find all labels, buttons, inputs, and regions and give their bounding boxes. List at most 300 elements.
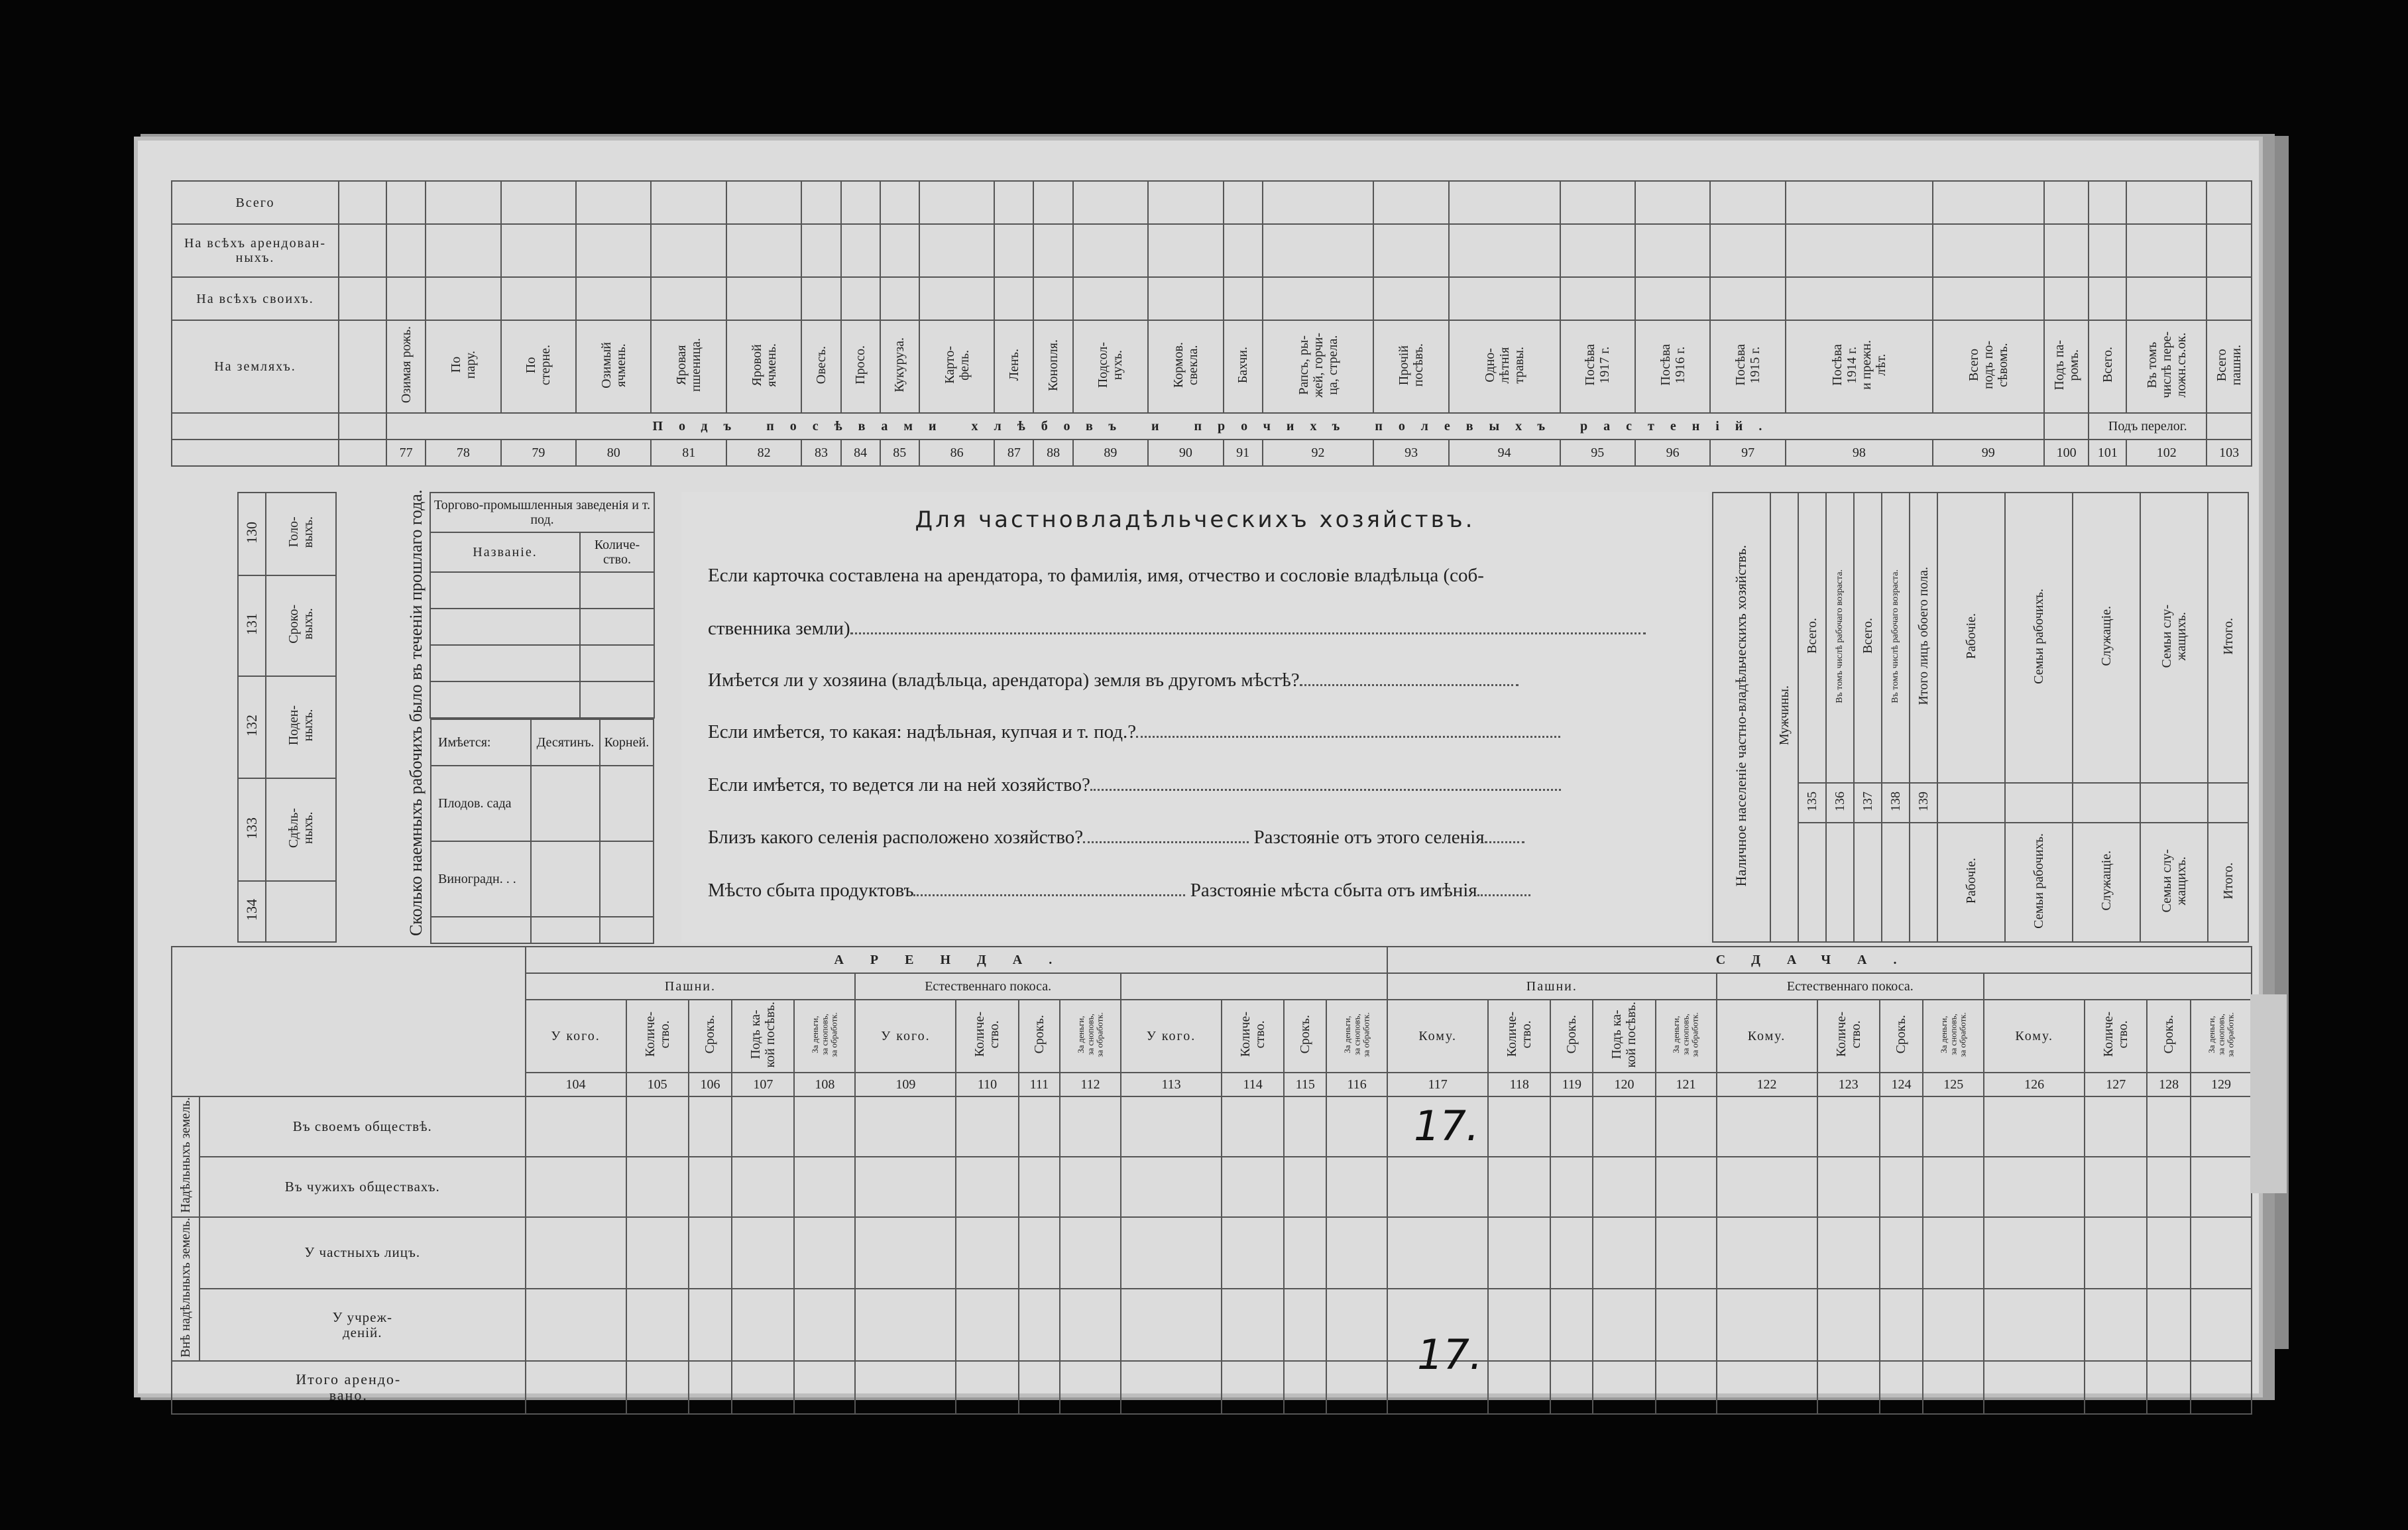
top-data-cell[interactable] <box>1449 277 1560 320</box>
arenda-data-cell[interactable] <box>2191 1217 2252 1289</box>
top-data-cell[interactable] <box>1933 224 2044 277</box>
pop-cell[interactable] <box>2208 783 2248 823</box>
trade-cell[interactable] <box>430 609 580 645</box>
arenda-data-cell[interactable] <box>732 1096 794 1157</box>
top-data-cell[interactable] <box>2089 224 2126 277</box>
plod-dess-cell[interactable] <box>531 766 600 841</box>
torn-paper-edge <box>2250 994 2287 1193</box>
top-data-cell[interactable] <box>2207 277 2252 320</box>
top-data-cell[interactable] <box>2207 224 2252 277</box>
arenda-data-cell[interactable] <box>689 1096 732 1157</box>
arenda-data-cell[interactable] <box>1326 1361 1387 1414</box>
arenda-data-cell[interactable] <box>1060 1289 1121 1361</box>
pop-cell[interactable] <box>2073 783 2140 823</box>
arenda-data-cell[interactable] <box>956 1157 1018 1217</box>
arenda-data-cell[interactable] <box>732 1289 794 1361</box>
vin-dess-cell[interactable] <box>531 841 600 917</box>
arenda-data-cell[interactable] <box>1019 1289 1060 1361</box>
arenda-data-cell[interactable] <box>1019 1096 1060 1157</box>
top-data-cell[interactable] <box>1373 224 1448 277</box>
top-data-cell[interactable] <box>1560 224 1635 277</box>
top-data-cell[interactable] <box>994 277 1033 320</box>
answer-farming[interactable] <box>1090 789 1561 791</box>
arenda-data-cell[interactable] <box>1593 1217 1655 1289</box>
top-data-cell[interactable] <box>919 181 994 224</box>
top-data-cell[interactable] <box>1933 181 2044 224</box>
bottom-col-header: Срокъ. <box>1880 1000 1923 1073</box>
top-data-cell[interactable] <box>651 277 726 320</box>
crop-header: Ленъ. <box>994 320 1033 413</box>
arenda-data-cell[interactable] <box>1284 1361 1326 1414</box>
arenda-data-cell[interactable] <box>1984 1289 2085 1361</box>
arenda-data-cell[interactable] <box>956 1217 1018 1289</box>
trade-cell[interactable] <box>580 572 654 609</box>
top-data-cell[interactable] <box>1263 277 1374 320</box>
top-data-cell[interactable] <box>2044 277 2089 320</box>
top-data-cell[interactable] <box>1933 277 2044 320</box>
arenda-data-cell[interactable] <box>526 1096 626 1157</box>
arenda-data-cell[interactable] <box>1717 1096 1817 1157</box>
top-data-cell[interactable] <box>426 277 500 320</box>
top-data-cell[interactable] <box>1373 277 1448 320</box>
arenda-data-cell[interactable] <box>1222 1289 1284 1361</box>
total-both-sexes-label: Итого лицъ обоего пола. <box>1916 567 1931 705</box>
arenda-data-cell[interactable] <box>2085 1289 2147 1361</box>
pop-cell[interactable] <box>1854 823 1882 942</box>
col-num-136: 136 <box>1833 791 1847 811</box>
top-data-cell[interactable] <box>726 224 801 277</box>
arenda-data-cell[interactable] <box>1284 1096 1326 1157</box>
arenda-data-cell[interactable] <box>1060 1096 1121 1157</box>
arenda-data-cell[interactable] <box>526 1289 626 1361</box>
top-data-cell[interactable] <box>726 277 801 320</box>
top-data-cell[interactable] <box>1148 277 1223 320</box>
arenda-data-cell[interactable] <box>526 1361 626 1414</box>
arenda-data-cell[interactable] <box>2191 1361 2252 1414</box>
arenda-data-cell[interactable] <box>1656 1157 1717 1217</box>
col-num-135: 135 <box>1805 791 1819 811</box>
arenda-data-cell[interactable] <box>1060 1361 1121 1414</box>
top-data-cell[interactable] <box>1033 224 1072 277</box>
top-data-cell[interactable] <box>841 224 880 277</box>
worker-col-number: 130 <box>243 521 260 544</box>
answer-owner[interactable] <box>850 632 1646 634</box>
column-number: 111 <box>1019 1073 1060 1096</box>
top-data-cell[interactable] <box>1560 181 1635 224</box>
arenda-data-cell[interactable] <box>1222 1157 1284 1217</box>
column-number: 116 <box>1326 1073 1387 1096</box>
arenda-data-cell[interactable] <box>626 1289 689 1361</box>
top-data-cell[interactable] <box>1073 277 1148 320</box>
arenda-data-cell[interactable] <box>1817 1361 1880 1414</box>
arenda-data-cell[interactable] <box>1019 1217 1060 1289</box>
top-data-cell[interactable] <box>994 224 1033 277</box>
top-data-cell[interactable] <box>1224 277 1263 320</box>
arenda-data-cell[interactable] <box>1222 1361 1284 1414</box>
arenda-data-cell[interactable] <box>1923 1157 1984 1217</box>
top-data-cell[interactable] <box>651 224 726 277</box>
bottom-col-header: Кому. <box>1387 1000 1488 1073</box>
arenda-data-cell[interactable] <box>1817 1157 1880 1217</box>
arenda-data-cell[interactable] <box>1593 1361 1655 1414</box>
bottom-col-header: Количе- ство. <box>1817 1000 1880 1073</box>
top-data-cell[interactable] <box>2126 277 2207 320</box>
column-number: 86 <box>919 440 994 466</box>
sluzhashchie-label: Служащіе. <box>2099 606 2114 666</box>
arenda-data-cell[interactable] <box>1121 1289 1222 1361</box>
arenda-data-cell[interactable] <box>1984 1157 2085 1217</box>
top-data-cell[interactable] <box>1449 181 1560 224</box>
top-data-cell[interactable] <box>1263 181 1374 224</box>
handwritten-mark-row1: 17. <box>1414 1102 1479 1150</box>
answer-village-distance[interactable] <box>1485 841 1524 843</box>
answer-land-type[interactable] <box>1136 736 1560 738</box>
arenda-data-cell[interactable] <box>1880 1096 1923 1157</box>
arenda-data-cell[interactable] <box>1488 1157 1550 1217</box>
arenda-data-cell[interactable] <box>1060 1217 1121 1289</box>
arenda-data-cell[interactable] <box>956 1361 1018 1414</box>
crop-header: Бахчи. <box>1224 320 1263 413</box>
arenda-data-cell[interactable] <box>1222 1217 1284 1289</box>
top-data-cell[interactable] <box>426 224 500 277</box>
arenda-data-cell[interactable] <box>1387 1157 1488 1217</box>
answer-other-land[interactable] <box>1300 684 1519 686</box>
hired-workers-table <box>237 492 337 943</box>
top-data-cell[interactable] <box>1710 224 1785 277</box>
top-data-cell[interactable] <box>1224 181 1263 224</box>
top-data-cell[interactable] <box>801 224 840 277</box>
arenda-data-cell[interactable] <box>1550 1096 1593 1157</box>
arenda-data-cell[interactable] <box>2147 1361 2191 1414</box>
col-num-137: 137 <box>1861 791 1875 811</box>
top-data-cell[interactable] <box>726 181 801 224</box>
top-data-cell[interactable] <box>1635 224 1710 277</box>
arenda-data-cell[interactable] <box>794 1361 855 1414</box>
column-number: 126 <box>1984 1073 2085 1096</box>
imeetsya-label: Имѣется: <box>431 719 531 766</box>
arenda-data-cell[interactable] <box>1488 1289 1550 1361</box>
arenda-data-cell[interactable] <box>1656 1217 1717 1289</box>
arenda-data-cell[interactable] <box>2191 1096 2252 1157</box>
top-row-label: На всѣхъ своихъ. <box>172 277 339 320</box>
top-data-cell[interactable] <box>1033 181 1072 224</box>
q-owner-line2: ственника земли) <box>708 618 1646 640</box>
arenda-data-cell[interactable] <box>689 1361 732 1414</box>
column-number: 99 <box>1933 440 2044 466</box>
arenda-data-cell[interactable] <box>1019 1361 1060 1414</box>
pop-cell[interactable] <box>2005 783 2073 823</box>
arenda-data-cell[interactable] <box>1717 1361 1817 1414</box>
top-data-cell[interactable] <box>2089 277 2126 320</box>
top-data-cell[interactable] <box>880 181 919 224</box>
arenda-data-cell[interactable] <box>1923 1361 1984 1414</box>
trade-cell[interactable] <box>580 645 654 681</box>
column-number: 127 <box>2085 1073 2147 1096</box>
arenda-data-cell[interactable] <box>956 1096 1018 1157</box>
arenda-data-cell[interactable] <box>855 1361 956 1414</box>
q-land-type: Если имѣется, то какая: надѣльная, купчая и т. под.? <box>708 721 1560 743</box>
trade-cell[interactable] <box>430 645 580 681</box>
column-number: 81 <box>651 440 726 466</box>
arenda-data-cell[interactable] <box>1817 1096 1880 1157</box>
arenda-data-cell[interactable] <box>2147 1217 2191 1289</box>
arenda-data-cell[interactable] <box>1488 1361 1550 1414</box>
column-number: 88 <box>1033 440 1072 466</box>
arenda-data-cell[interactable] <box>1488 1096 1550 1157</box>
arenda-data-cell[interactable] <box>2085 1217 2147 1289</box>
trade-cell[interactable] <box>580 681 654 718</box>
arenda-data-cell[interactable] <box>1060 1157 1121 1217</box>
arenda-data-cell[interactable] <box>1880 1289 1923 1361</box>
top-data-cell[interactable] <box>1148 224 1223 277</box>
top-data-cell[interactable] <box>2044 224 2089 277</box>
arenda-data-cell[interactable] <box>2191 1157 2252 1217</box>
q-market: Мѣсто сбыта продуктовъ Разстояніе мѣста сбыта отъ имѣнія <box>708 880 1530 902</box>
arenda-data-cell[interactable] <box>1717 1217 1817 1289</box>
arenda-data-cell[interactable] <box>626 1361 689 1414</box>
arenda-data-cell[interactable] <box>1019 1157 1060 1217</box>
arenda-data-cell[interactable] <box>1880 1157 1923 1217</box>
pop-cell[interactable] <box>1798 823 1826 942</box>
top-data-cell[interactable] <box>386 277 426 320</box>
arenda-data-cell[interactable] <box>1656 1096 1717 1157</box>
top-data-cell[interactable] <box>386 224 426 277</box>
top-data-cell[interactable] <box>1033 277 1072 320</box>
itogo-label-bottom: Итого. <box>2220 862 2236 900</box>
column-number: 121 <box>1656 1073 1717 1096</box>
column-number: 113 <box>1121 1073 1222 1096</box>
crop-header: Озимая рожь. <box>386 320 426 413</box>
arenda-data-cell[interactable] <box>1326 1157 1387 1217</box>
top-data-cell[interactable] <box>426 181 500 224</box>
arenda-data-cell[interactable] <box>626 1157 689 1217</box>
top-data-cell[interactable] <box>1373 181 1448 224</box>
crop-header: Прочій посѣвъ. <box>1373 320 1448 413</box>
top-data-cell[interactable] <box>576 181 651 224</box>
answer-near-village[interactable] <box>1083 841 1249 843</box>
top-data-cell[interactable] <box>501 277 576 320</box>
arenda-data-cell[interactable] <box>689 1289 732 1361</box>
arenda-data-cell[interactable] <box>732 1157 794 1217</box>
arenda-data-cell[interactable] <box>626 1096 689 1157</box>
arenda-data-cell[interactable] <box>1284 1157 1326 1217</box>
arenda-data-cell[interactable] <box>1817 1289 1880 1361</box>
arenda-data-cell[interactable] <box>855 1096 956 1157</box>
top-data-cell[interactable] <box>2089 181 2126 224</box>
vin-korn-cell[interactable] <box>600 841 654 917</box>
top-data-cell[interactable] <box>1635 277 1710 320</box>
arenda-data-cell[interactable] <box>2147 1157 2191 1217</box>
pop-cell[interactable] <box>1910 823 1937 942</box>
arenda-data-cell[interactable] <box>1880 1217 1923 1289</box>
arenda-data-cell[interactable] <box>732 1361 794 1414</box>
column-number: 84 <box>841 440 880 466</box>
column-number: 89 <box>1073 440 1148 466</box>
top-data-cell[interactable] <box>1073 181 1148 224</box>
pop-cell[interactable] <box>1937 783 2005 823</box>
arenda-data-cell[interactable] <box>956 1289 1018 1361</box>
arenda-data-cell[interactable] <box>794 1289 855 1361</box>
arenda-data-cell[interactable] <box>2147 1289 2191 1361</box>
pop-cell[interactable] <box>1826 823 1854 942</box>
arenda-data-cell[interactable] <box>1923 1096 1984 1157</box>
arenda-data-cell[interactable] <box>2085 1157 2147 1217</box>
itogo-arendovano-label: Итого арендо- вано. <box>172 1361 526 1414</box>
top-data-cell[interactable] <box>1560 277 1635 320</box>
top-data-cell[interactable] <box>1148 181 1223 224</box>
top-data-cell[interactable] <box>1224 224 1263 277</box>
top-data-cell[interactable] <box>386 181 426 224</box>
top-data-cell[interactable] <box>2207 181 2252 224</box>
top-data-cell[interactable] <box>880 277 919 320</box>
arenda-data-cell[interactable] <box>526 1157 626 1217</box>
arenda-data-cell[interactable] <box>1121 1361 1222 1414</box>
worker-col-number: 132 <box>243 714 260 736</box>
top-data-cell[interactable] <box>1786 224 1933 277</box>
column-number: 96 <box>1635 440 1710 466</box>
column-number: 106 <box>689 1073 732 1096</box>
bottom-col-header: Подъ ка- кой посѣвъ. <box>1593 1000 1655 1073</box>
q-owner-line1: Если карточка составлена на арендатора, то фамилія, имя, отчество и сословіе владѣльца (соб- <box>708 565 1484 586</box>
top-data-cell[interactable] <box>576 277 651 320</box>
top-data-cell[interactable] <box>651 181 726 224</box>
arenda-data-cell[interactable] <box>732 1217 794 1289</box>
arenda-data-cell[interactable] <box>1550 1289 1593 1361</box>
bottom-col-header: За деньги, за сноповъ, за обработк. <box>1326 1000 1387 1073</box>
semi-rabochih-label: Семьи рабочихъ. <box>2032 588 2046 684</box>
crop-header: Подъ па- ромъ. <box>2044 320 2089 413</box>
arenda-data-cell[interactable] <box>1656 1361 1717 1414</box>
top-data-cell[interactable] <box>1073 224 1148 277</box>
top-data-cell[interactable] <box>841 277 880 320</box>
trade-title: Торгово-промышленныя заведенія и т. под. <box>430 493 654 532</box>
trade-cell[interactable] <box>430 681 580 718</box>
arenda-data-cell[interactable] <box>1284 1289 1326 1361</box>
top-data-cell[interactable] <box>919 277 994 320</box>
arenda-data-cell[interactable] <box>855 1157 956 1217</box>
crop-header: Въ томъ числѣ пере- ложн.съ.ок. <box>2126 320 2207 413</box>
arenda-data-cell[interactable] <box>1656 1289 1717 1361</box>
arenda-data-cell[interactable] <box>1984 1217 2085 1289</box>
arenda-data-cell[interactable] <box>1593 1096 1655 1157</box>
arenda-data-cell[interactable] <box>855 1289 956 1361</box>
arenda-data-cell[interactable] <box>1222 1096 1284 1157</box>
answer-market-distance[interactable] <box>1477 894 1530 896</box>
arenda-data-cell[interactable] <box>526 1217 626 1289</box>
arenda-data-cell[interactable] <box>2191 1289 2252 1361</box>
arenda-data-cell[interactable] <box>1326 1096 1387 1157</box>
arenda-data-cell[interactable] <box>1880 1361 1923 1414</box>
arenda-data-cell[interactable] <box>2147 1096 2191 1157</box>
men-total-label: Всего. <box>1805 618 1819 654</box>
crop-header: Кукуруза. <box>880 320 919 413</box>
arenda-data-cell[interactable] <box>1550 1217 1593 1289</box>
arenda-data-cell[interactable] <box>855 1217 956 1289</box>
arenda-data-cell[interactable] <box>689 1157 732 1217</box>
trade-cell[interactable] <box>580 609 654 645</box>
top-data-cell[interactable] <box>880 224 919 277</box>
arenda-data-cell[interactable] <box>1593 1289 1655 1361</box>
arenda-row-label: У частныхъ лицъ. <box>200 1217 526 1289</box>
arenda-data-cell[interactable] <box>1923 1289 1984 1361</box>
arenda-data-cell[interactable] <box>2085 1361 2147 1414</box>
arenda-data-cell[interactable] <box>1717 1289 1817 1361</box>
arenda-data-cell[interactable] <box>1550 1361 1593 1414</box>
arenda-data-cell[interactable] <box>794 1157 855 1217</box>
top-data-cell[interactable] <box>801 277 840 320</box>
top-row-label: На всѣхъ арендован- ныхъ. <box>172 224 339 277</box>
arenda-data-cell[interactable] <box>1326 1289 1387 1361</box>
arenda-data-cell[interactable] <box>1121 1157 1222 1217</box>
top-data-cell[interactable] <box>919 224 994 277</box>
top-crops-table <box>171 180 2252 467</box>
crop-header: По стерне. <box>501 320 576 413</box>
top-data-cell[interactable] <box>1710 277 1785 320</box>
column-number: 82 <box>726 440 801 466</box>
crop-header: Посѣва 1914 г. и прежн. лѣт. <box>1786 320 1933 413</box>
arenda-data-cell[interactable] <box>1326 1217 1387 1289</box>
arenda-data-cell[interactable] <box>689 1217 732 1289</box>
top-data-cell[interactable] <box>1786 277 1933 320</box>
arenda-row-label: Въ чужихъ обществахъ. <box>200 1157 526 1217</box>
group-nadel-label: Надѣльныхъ земель. <box>178 1097 193 1213</box>
pop-cell[interactable] <box>2140 783 2208 823</box>
arenda-data-cell[interactable] <box>1923 1217 1984 1289</box>
top-data-cell[interactable] <box>994 181 1033 224</box>
top-data-cell[interactable] <box>501 224 576 277</box>
answer-market[interactable] <box>913 894 1185 896</box>
top-data-cell[interactable] <box>1263 224 1374 277</box>
pop-cell[interactable] <box>1882 823 1910 942</box>
top-data-cell[interactable] <box>501 181 576 224</box>
plod-korn-cell[interactable] <box>600 766 654 841</box>
arenda-data-cell[interactable] <box>2085 1096 2147 1157</box>
arenda-data-cell[interactable] <box>1717 1157 1817 1217</box>
trade-cell[interactable] <box>430 572 580 609</box>
top-data-cell[interactable] <box>1635 181 1710 224</box>
top-data-cell[interactable] <box>2044 181 2089 224</box>
arenda-data-cell[interactable] <box>626 1217 689 1289</box>
arenda-data-cell[interactable] <box>794 1096 855 1157</box>
top-data-cell[interactable] <box>801 181 840 224</box>
top-data-cell[interactable] <box>2126 224 2207 277</box>
top-data-cell[interactable] <box>1786 181 1933 224</box>
crop-header: Всего. <box>2089 320 2126 413</box>
top-data-cell[interactable] <box>1710 181 1785 224</box>
arenda-data-cell[interactable] <box>1387 1217 1488 1289</box>
semi-sluzh-label: Семьи слу- жащихъ. <box>2159 604 2189 668</box>
trade-table <box>430 492 655 944</box>
arenda-data-cell[interactable] <box>1121 1217 1222 1289</box>
arenda-data-cell[interactable] <box>1488 1217 1550 1289</box>
arenda-data-cell[interactable] <box>1593 1157 1655 1217</box>
arenda-data-cell[interactable] <box>1817 1217 1880 1289</box>
top-data-cell[interactable] <box>576 224 651 277</box>
worker-col-label: Поден- ныхъ. <box>286 705 315 746</box>
column-number: 98 <box>1786 440 1933 466</box>
worker-col-label: Сдѣль- ныхъ. <box>286 808 315 849</box>
column-number: 102 <box>2126 440 2207 466</box>
arenda-data-cell[interactable] <box>794 1217 855 1289</box>
top-data-cell[interactable] <box>841 181 880 224</box>
top-data-cell[interactable] <box>2126 181 2207 224</box>
arenda-data-cell[interactable] <box>1550 1157 1593 1217</box>
top-data-cell[interactable] <box>1449 224 1560 277</box>
arenda-data-cell[interactable] <box>1284 1217 1326 1289</box>
arenda-data-cell[interactable] <box>1984 1361 2085 1414</box>
arenda-data-cell[interactable] <box>1984 1096 2085 1157</box>
arenda-data-cell[interactable] <box>1121 1096 1222 1157</box>
